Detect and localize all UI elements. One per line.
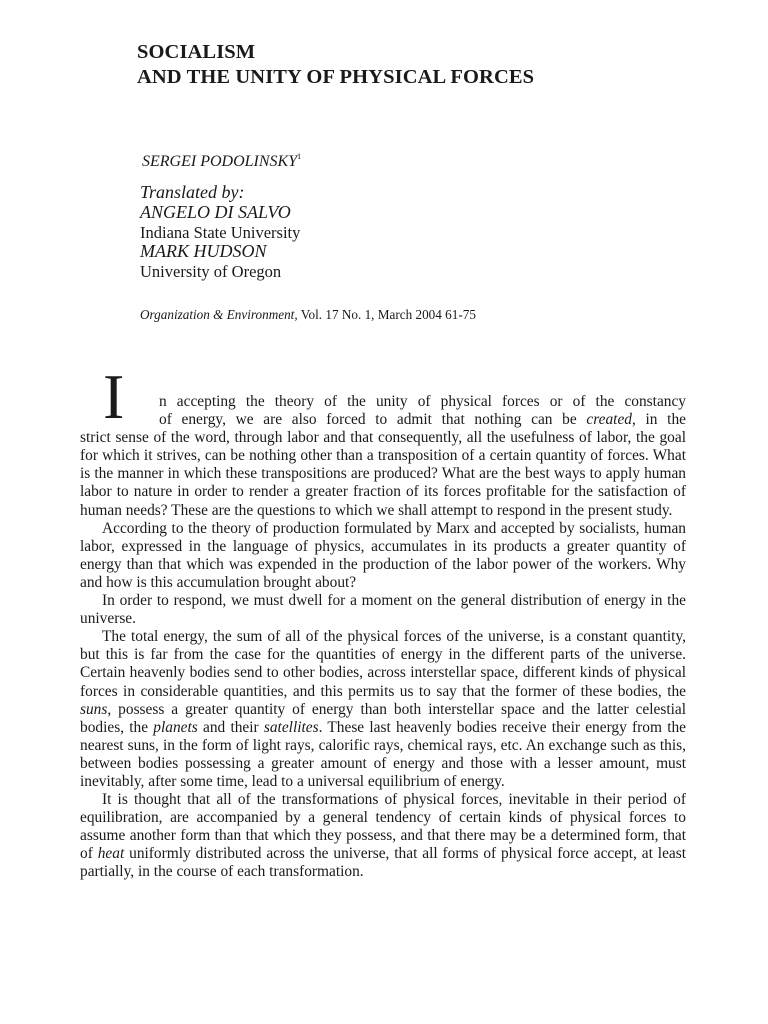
emphasis: planets [153,718,198,736]
translator-2-name: MARK HUDSON [140,241,267,262]
citation [140,306,476,323]
paragraph-5 [80,791,686,881]
emphasis: satellites [263,718,319,736]
paragraph-1 [80,393,686,520]
citation-details: , Vol. 17 No. 1, March 2004 61-75 [294,307,476,322]
title-line-2: AND THE UNITY OF PHYSICAL FORCES [137,66,535,88]
text-run: , in the [631,411,686,429]
text-run: , possess a greater quantity of energy than both interstellar space and the latter celestial bodies, the [80,700,686,736]
title-line-1: SOCIALISM [137,41,256,63]
author-line [142,147,301,172]
paragraph-1-lead-line-1: n accepting the theory of the unity of physical forces or of the constancy [159,393,686,410]
translator-2-affiliation: University of Oregon [140,262,282,282]
text-run: of energy, we are also forced to admit that nothing can be [159,411,587,429]
emphasis: suns [80,700,108,718]
article-title [137,40,534,90]
paragraph-1-rest: strict sense of the word, through labor and that consequently, all the usefulness of labor, the goal for which it strives, can be nothing other than a transposition of a certain quantity of forces. What is the manner in which these transpositions are produced? What are the best ways to apply human labor to nature in order to render a greater fraction of its forces profitable for the satisfaction of human needs? These are the questions to which we shall attempt to respond in the present study. [80,429,686,519]
text-run: The total energy, the sum of all of the physical forces of the universe, is a constant quantity, but this is far from the case for the quantities of energy in the different parts of the universe. Certain heavenly bodies send to other bodies, across interstellar space, different kinds of physical forces in considerable quantities, and this permits us to say that the former of these bodies, the [80,628,686,700]
paragraph-2: According to the theory of production formulated by Marx and accepted by socialists, human labor, expressed in the language of physics, accumulates in its products a greater quantity of energy than that which was expended in the production of the labor power of the workers. Why and how is this accumulation brought about? [80,519,686,591]
paragraph-3: In order to respond, we must dwell for a moment on the general distribution of energy in the universe. [80,592,686,628]
translation-credits [140,183,300,282]
text-run: and their [197,718,264,736]
paragraph-4 [80,628,686,791]
text-run: uniformly distributed across the universe, that all forms of physical force accept, at least partially, in the course of each transformation. [80,845,687,881]
footnote-marker: 1 [297,152,302,161]
translator-1-affiliation: Indiana State University [140,222,301,242]
drop-cap: I [103,361,125,432]
author-name: SERGEI PODOLINSKY [142,153,298,170]
paragraph-1-lead-line-2 [80,411,686,429]
emphasis: created [586,411,632,429]
journal-name: Organization & Environment [140,307,295,322]
text-run: It is thought that all of the transformations of physical forces, inevitable in their period of equilibration, are accompanied by a general tendency of certain kinds of physical forces to assume another form than that which they possess, and that there may be a determined form, that of [80,791,686,863]
text-run: . These last heavenly bodies receive their energy from the nearest suns, in the form of light rays, calorific rays, chemical rays, etc. An exchange such as this, between bodies possessing a greater amount of energy and those with a lesser amount, must inevitably, after some time, lead to a universal equilibrium of energy. [80,718,687,790]
translated-by-label: Translated by: [140,182,245,202]
article-body [80,393,686,882]
emphasis: heat [97,845,125,863]
translator-1-name: ANGELO DI SALVO [140,201,291,222]
